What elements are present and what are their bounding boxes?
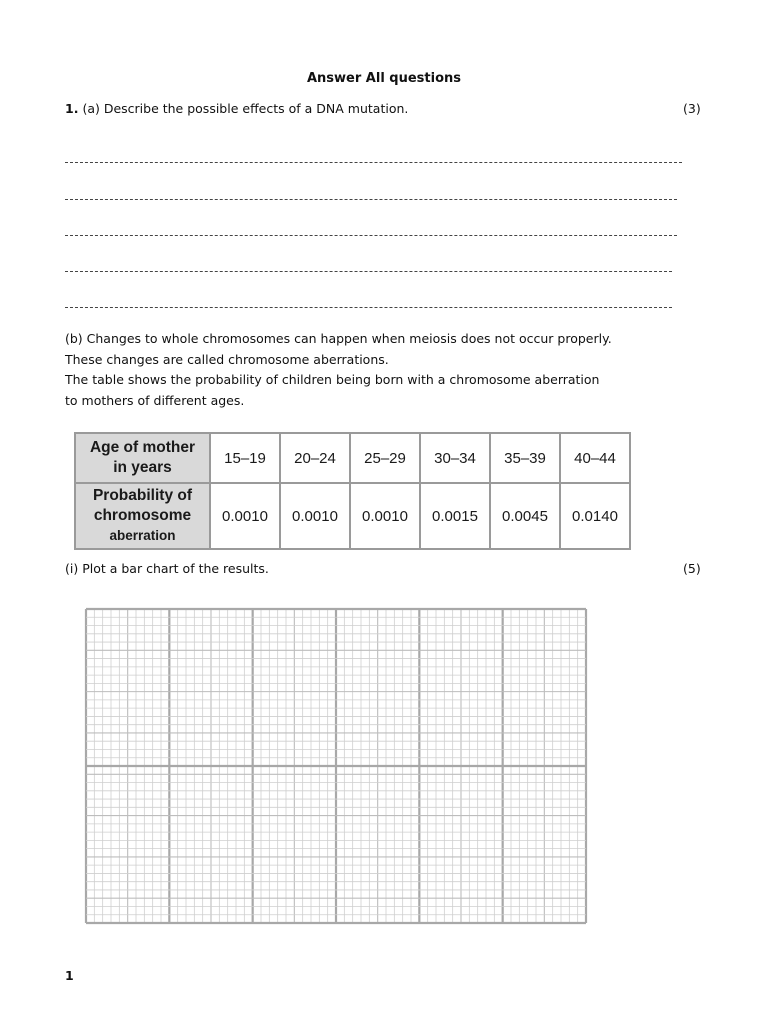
question-number: 1. — [65, 101, 79, 116]
probability-cell: 0.0010 — [280, 483, 350, 549]
probability-header-line-3: aberration — [109, 528, 176, 543]
part-i-text: (i) Plot a bar chart of the results. — [65, 561, 269, 576]
part-b-line-1: (b) Changes to whole chromosomes can happen when meiosis does not occur properly. — [65, 331, 612, 346]
answer-line-5[interactable] — [65, 307, 672, 308]
age-header — [75, 433, 210, 483]
part-b-line-3: The table shows the probability of children being born with a chromosome aberration — [65, 372, 600, 387]
probability-cell: 0.0010 — [210, 483, 280, 549]
age-cell: 25–29 — [350, 433, 420, 483]
age-cell: 30–34 — [420, 433, 490, 483]
probability-cell: 0.0045 — [490, 483, 560, 549]
question-1a-text: (a) Describe the possible effects of a DNA mutation. — [82, 101, 409, 116]
page-heading: Answer All questions — [306, 71, 462, 86]
age-cell: 20–24 — [280, 433, 350, 483]
part-b-text — [65, 329, 612, 411]
probability-header-line-1: Probability of — [92, 487, 193, 504]
probability-cell: 0.0010 — [350, 483, 420, 549]
answer-line-3[interactable] — [65, 235, 677, 236]
probability-header — [75, 483, 210, 549]
answer-line-1[interactable] — [65, 162, 682, 163]
graph-paper[interactable] — [84, 607, 588, 925]
answer-line-4[interactable] — [65, 271, 672, 272]
question-1a-marks: (3) — [683, 101, 701, 116]
probability-table — [74, 432, 631, 550]
part-i-marks: (5) — [683, 561, 701, 576]
part-b-line-4: to mothers of different ages. — [65, 392, 245, 408]
age-cell: 15–19 — [210, 433, 280, 483]
question-1a — [65, 101, 408, 116]
age-cell: 35–39 — [490, 433, 560, 483]
answer-line-2[interactable] — [65, 199, 677, 200]
page-number: 1 — [65, 968, 74, 983]
age-header-line-2: in years — [113, 459, 172, 476]
probability-cell: 0.0015 — [420, 483, 490, 549]
probability-cell: 0.0140 — [560, 483, 630, 549]
probability-header-line-2: chromosome — [93, 507, 192, 524]
age-cell: 40–44 — [560, 433, 630, 483]
table-row-probability — [75, 483, 630, 549]
table-row-age — [75, 433, 630, 483]
part-b-line-2: These changes are called chromosome aberrations. — [65, 351, 389, 367]
age-header-line-1: Age of mother — [89, 439, 196, 456]
